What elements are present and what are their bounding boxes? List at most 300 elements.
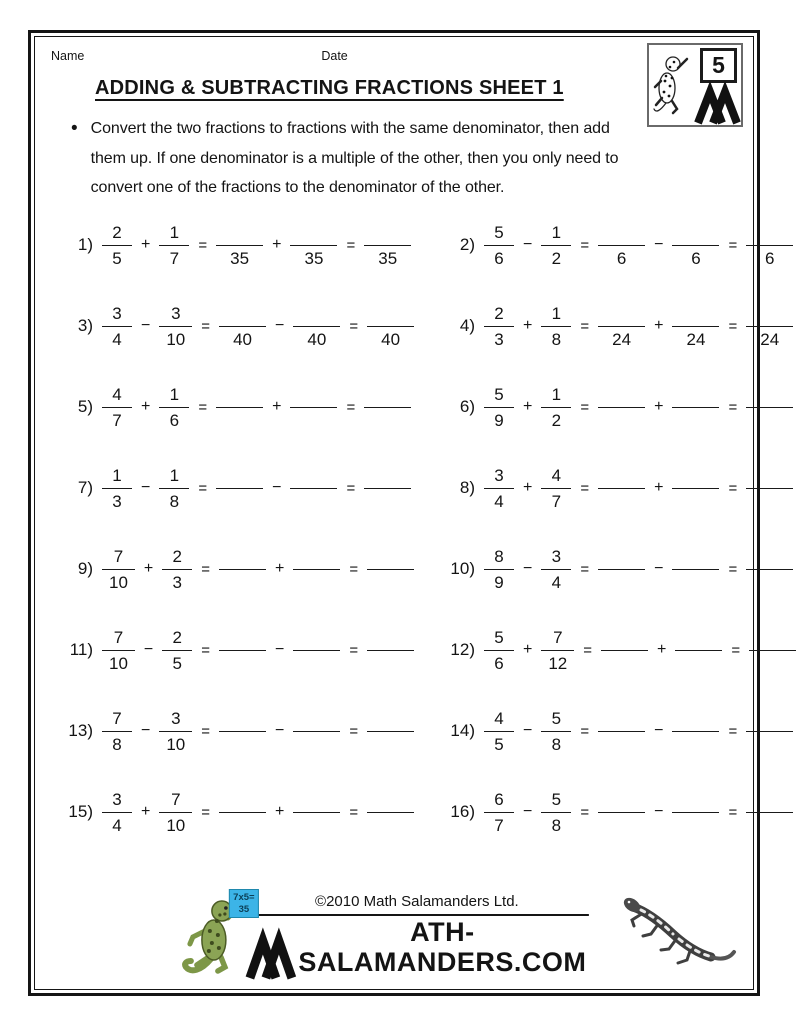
blank-denominator <box>672 569 719 595</box>
blank-line <box>219 787 266 812</box>
problem-row <box>431 544 796 595</box>
operator-sign-2: − <box>654 236 664 253</box>
operator-sign-2: − <box>654 560 664 577</box>
blank-line <box>598 220 645 245</box>
denominator: 5 <box>484 731 514 757</box>
equals-sign-2: = <box>349 641 359 659</box>
fraction-first <box>484 544 514 595</box>
answer-blank-1 <box>216 382 263 433</box>
denominator: 4 <box>102 812 132 838</box>
denominator: 9 <box>484 569 514 595</box>
denominator: 8 <box>541 731 571 757</box>
fraction-first <box>484 787 514 838</box>
numerator: 1 <box>169 384 180 404</box>
denominator: 10 <box>102 569 135 595</box>
operator-sign: + <box>141 398 151 415</box>
problem-number: 4) <box>459 316 475 335</box>
denominator: 5 <box>162 650 192 676</box>
fraction-second <box>159 787 192 838</box>
blank-line <box>367 544 414 569</box>
denominator: 6 <box>159 407 189 433</box>
blank-denominator <box>219 812 266 838</box>
answer-blank-3 <box>364 463 411 514</box>
blank-denominator: 35 <box>216 245 263 271</box>
blank-denominator <box>216 488 263 514</box>
equals-sign: = <box>201 641 211 659</box>
footer <box>35 889 753 985</box>
instruction-text <box>91 114 619 203</box>
problem-number: 11) <box>69 640 93 659</box>
blank-denominator <box>290 407 337 433</box>
blank-denominator <box>598 569 645 595</box>
equals-sign-2: = <box>731 641 741 659</box>
problem-row <box>49 301 431 352</box>
problem-number: 14) <box>450 721 475 740</box>
answer-blank-3 <box>367 625 414 676</box>
answer-blank-1 <box>598 220 645 271</box>
problem-number: 7) <box>77 478 93 497</box>
answer-blank-3 <box>746 382 793 433</box>
denominator: 10 <box>159 731 192 757</box>
answer-blank-3 <box>367 787 414 838</box>
blank-denominator <box>216 407 263 433</box>
answer-blank-1 <box>219 544 266 595</box>
blank-denominator <box>746 812 793 838</box>
blank-line <box>367 625 414 650</box>
answer-blank-2 <box>293 787 340 838</box>
multiplication-sign-board <box>229 889 259 918</box>
worksheet-page <box>34 36 780 990</box>
fraction-first <box>102 625 135 676</box>
operator-sign-2: + <box>654 479 664 496</box>
operator-sign: + <box>523 479 533 496</box>
answer-blank-1 <box>216 463 263 514</box>
numerator: 1 <box>551 384 562 404</box>
operator-sign-2: + <box>657 641 667 658</box>
blank-line <box>746 220 793 245</box>
blank-line <box>293 625 340 650</box>
blank-line <box>746 706 793 731</box>
blank-line <box>672 382 719 407</box>
equals-sign-2: = <box>346 479 356 497</box>
answer-blank-2 <box>672 544 719 595</box>
operator-sign: + <box>141 803 151 820</box>
equals-sign: = <box>201 560 211 578</box>
denominator: 10 <box>159 326 192 352</box>
fraction-second <box>541 220 571 271</box>
blank-denominator <box>364 407 411 433</box>
blank-line <box>293 301 340 326</box>
equals-sign: = <box>580 722 590 740</box>
blank-denominator <box>598 731 645 757</box>
blank-line <box>293 544 340 569</box>
answer-blank-1 <box>598 301 645 352</box>
problem-row <box>49 544 431 595</box>
problem-number: 12) <box>450 640 475 659</box>
numerator: 3 <box>494 465 504 485</box>
equals-sign-2: = <box>728 803 738 821</box>
answer-blank-2 <box>293 706 340 757</box>
denominator: 9 <box>484 407 514 433</box>
denominator: 7 <box>102 407 132 433</box>
operator-sign: − <box>523 560 533 577</box>
blank-denominator <box>672 812 719 838</box>
answer-blank-2 <box>290 463 337 514</box>
instructions <box>71 114 727 203</box>
problem-number: 3) <box>77 316 93 335</box>
fraction-second <box>162 544 192 595</box>
denominator: 7 <box>159 245 189 271</box>
blank-line <box>293 787 340 812</box>
problem-row <box>49 220 431 271</box>
blank-denominator <box>293 650 340 676</box>
problem-number: 6) <box>459 397 475 416</box>
blank-line <box>598 544 645 569</box>
fraction-second <box>159 706 192 757</box>
denominator: 4 <box>484 488 514 514</box>
blank-line <box>746 382 793 407</box>
blank-line <box>216 220 263 245</box>
answer-blank-3 <box>364 382 411 433</box>
instruction-line: Convert the two fractions to fractions with the same denominator, then add <box>90 120 610 137</box>
operator-sign: − <box>141 317 151 334</box>
site-name <box>245 917 589 977</box>
equals-sign: = <box>580 236 590 254</box>
answer-blank-3 <box>367 706 414 757</box>
numerator: 5 <box>494 627 504 647</box>
denominator: 7 <box>484 812 514 838</box>
answer-blank-1 <box>219 787 266 838</box>
denominator: 3 <box>484 326 514 352</box>
blank-line <box>293 706 340 731</box>
blank-denominator <box>672 488 719 514</box>
numerator: 3 <box>112 789 122 809</box>
logo-number: 5 <box>712 52 725 78</box>
blank-line <box>216 463 263 488</box>
fraction-first <box>102 463 132 514</box>
blank-line <box>219 625 266 650</box>
blank-line <box>672 706 719 731</box>
operator-sign-2: − <box>275 641 285 658</box>
blank-denominator <box>598 812 645 838</box>
problem-row <box>431 706 796 757</box>
numerator: 5 <box>551 789 562 809</box>
answer-blank-2 <box>672 220 719 271</box>
problem-number: 9) <box>77 559 93 578</box>
blank-line <box>290 220 337 245</box>
blank-denominator: 24 <box>746 326 793 352</box>
equals-sign: = <box>198 479 208 497</box>
blank-denominator: 24 <box>672 326 719 352</box>
operator-sign: − <box>523 803 533 820</box>
operator-sign: + <box>523 317 533 334</box>
answer-blank-2 <box>293 301 340 352</box>
operator-sign: + <box>523 398 533 415</box>
problem-number: 15) <box>68 802 93 821</box>
denominator: 8 <box>541 812 571 838</box>
blank-denominator: 6 <box>746 245 793 271</box>
denominator: 10 <box>159 812 192 838</box>
operator-sign: + <box>141 236 151 253</box>
numerator: 4 <box>112 384 122 404</box>
green-salamander-mascot <box>183 891 257 977</box>
numerator: 3 <box>551 546 562 566</box>
equals-sign-2: = <box>728 236 738 254</box>
equals-sign-2: = <box>349 722 359 740</box>
fraction-second <box>159 220 189 271</box>
answer-blank-1 <box>598 463 645 514</box>
answer-blank-3 <box>746 220 793 271</box>
footer-branding <box>183 891 589 977</box>
instruction-line: convert one of the fractions to the denominator of the other. <box>90 179 505 196</box>
numerator: 1 <box>169 465 180 485</box>
operator-sign-2: − <box>654 722 664 739</box>
fraction-first <box>102 301 132 352</box>
answer-blank-2 <box>675 625 722 676</box>
fraction-first <box>484 625 514 676</box>
denominator: 4 <box>102 326 132 352</box>
denominator: 2 <box>541 407 571 433</box>
problem-number: 2) <box>459 235 475 254</box>
operator-sign-2: + <box>275 803 285 820</box>
operator-sign: − <box>523 722 533 739</box>
answer-blank-3 <box>746 706 793 757</box>
numerator: 5 <box>494 222 504 242</box>
problem-number: 10) <box>450 559 475 578</box>
blank-denominator: 35 <box>290 245 337 271</box>
blank-line <box>598 787 645 812</box>
problem-row <box>49 463 431 514</box>
numerator: 1 <box>551 303 562 323</box>
equals-sign: = <box>201 317 211 335</box>
blank-denominator <box>746 569 793 595</box>
numerator: 6 <box>494 789 504 809</box>
equals-sign-2: = <box>728 560 738 578</box>
answer-blank-3 <box>367 301 414 352</box>
operator-sign: − <box>523 236 533 253</box>
blank-line <box>672 787 719 812</box>
numerator: 5 <box>494 384 504 404</box>
denominator: 4 <box>541 569 571 595</box>
problem-row <box>431 382 796 433</box>
problem-number: 13) <box>68 721 93 740</box>
operator-sign-2: − <box>654 803 664 820</box>
blank-line <box>746 544 793 569</box>
page-title: ADDING & SUBTRACTING FRACTIONS SHEET 1 <box>95 77 564 99</box>
numerator: 4 <box>494 708 504 728</box>
problem-row <box>431 787 796 838</box>
equals-sign: = <box>580 560 590 578</box>
date-label: Date <box>321 49 348 63</box>
blank-denominator <box>746 488 793 514</box>
blank-line <box>367 787 414 812</box>
answer-blank-2 <box>672 787 719 838</box>
denominator: 10 <box>102 650 135 676</box>
blank-denominator <box>367 731 414 757</box>
answer-blank-1 <box>216 220 263 271</box>
equals-sign: = <box>580 803 590 821</box>
fraction-second <box>541 463 571 514</box>
problem-row <box>431 301 796 352</box>
fraction-first <box>102 787 132 838</box>
answer-blank-2 <box>290 220 337 271</box>
numerator: 7 <box>113 627 124 647</box>
operator-sign-2: + <box>654 317 664 334</box>
fraction-second <box>159 382 189 433</box>
number-5-sign <box>700 48 737 83</box>
site-name-text: ATH-SALAMANDERS.COM <box>298 917 587 977</box>
bullet-icon: • <box>71 118 78 139</box>
blank-denominator: 6 <box>672 245 719 271</box>
operator-sign: + <box>523 641 533 658</box>
blank-line <box>290 463 337 488</box>
equals-sign: = <box>580 398 590 416</box>
blank-line <box>746 463 793 488</box>
answer-blank-1 <box>219 706 266 757</box>
blank-line <box>598 706 645 731</box>
equals-sign-2: = <box>349 803 359 821</box>
blank-line <box>219 706 266 731</box>
equals-sign-2: = <box>346 398 356 416</box>
blank-denominator <box>367 812 414 838</box>
equals-sign-2: = <box>728 722 738 740</box>
numerator: 3 <box>171 303 181 323</box>
operator-sign: + <box>143 560 154 577</box>
numerator: 1 <box>169 222 180 242</box>
denominator: 2 <box>541 245 571 271</box>
operator-sign-2: + <box>654 398 664 415</box>
answer-blank-1 <box>219 625 266 676</box>
answer-blank-1 <box>598 706 645 757</box>
numerator: 5 <box>551 708 562 728</box>
equals-sign: = <box>198 236 208 254</box>
problem-number: 5) <box>77 397 93 416</box>
answer-blank-3 <box>749 625 796 676</box>
denominator: 3 <box>102 488 132 514</box>
answer-blank-2 <box>672 463 719 514</box>
fraction-second <box>541 706 571 757</box>
problem-row <box>49 625 431 676</box>
blank-denominator <box>672 407 719 433</box>
operator-sign-2: + <box>272 236 282 253</box>
answer-blank-1 <box>598 787 645 838</box>
denominator: 12 <box>541 650 574 676</box>
operator-sign-2: − <box>275 722 285 739</box>
gray-lizard-icon <box>619 893 737 977</box>
problem-row <box>49 382 431 433</box>
blank-denominator: 40 <box>293 326 340 352</box>
blank-denominator: 24 <box>598 326 645 352</box>
blank-denominator <box>219 650 266 676</box>
operator-sign: − <box>141 722 151 739</box>
fraction-second <box>162 625 192 676</box>
blank-denominator <box>746 407 793 433</box>
math-salamanders-logo <box>647 43 743 127</box>
blank-line <box>598 463 645 488</box>
blank-line <box>675 625 722 650</box>
blank-line <box>672 463 719 488</box>
operator-sign-2: − <box>272 479 282 496</box>
answer-blank-2 <box>672 301 719 352</box>
problems-grid <box>49 205 780 853</box>
equals-sign-2: = <box>349 317 359 335</box>
answer-blank-2 <box>672 382 719 433</box>
blank-denominator <box>293 812 340 838</box>
numerator: 4 <box>551 465 562 485</box>
answer-blank-1 <box>219 301 266 352</box>
blank-line <box>219 544 266 569</box>
answer-blank-2 <box>290 382 337 433</box>
blank-denominator <box>675 650 722 676</box>
fraction-second <box>541 787 571 838</box>
numerator: 1 <box>551 222 562 242</box>
fraction-first <box>102 382 132 433</box>
problem-row <box>431 625 796 676</box>
blank-denominator <box>367 569 414 595</box>
fraction-first <box>484 220 514 271</box>
answer-blank-3 <box>746 544 793 595</box>
operator-sign-2: − <box>275 317 285 334</box>
answer-blank-2 <box>672 706 719 757</box>
blank-denominator <box>293 569 340 595</box>
blank-line <box>364 463 411 488</box>
blank-denominator <box>746 731 793 757</box>
numerator: 7 <box>171 789 181 809</box>
blank-denominator <box>601 650 648 676</box>
equals-sign-2: = <box>728 398 738 416</box>
problem-row <box>431 463 796 514</box>
blank-denominator <box>219 731 266 757</box>
fraction-second <box>159 301 192 352</box>
problem-number: 16) <box>450 802 475 821</box>
blank-line <box>746 301 793 326</box>
fraction-second <box>541 301 571 352</box>
blank-denominator <box>293 731 340 757</box>
problem-number: 8) <box>459 478 475 497</box>
numerator: 2 <box>494 303 504 323</box>
blank-line <box>364 382 411 407</box>
numerator: 7 <box>112 708 122 728</box>
blank-line <box>216 382 263 407</box>
blank-denominator <box>364 488 411 514</box>
blank-denominator <box>672 731 719 757</box>
answer-blank-1 <box>598 382 645 433</box>
sign-line-2: 35 <box>238 903 250 915</box>
answer-blank-1 <box>601 625 648 676</box>
blank-denominator <box>290 488 337 514</box>
numerator: 8 <box>494 546 504 566</box>
numerator: 2 <box>172 627 182 647</box>
equals-sign: = <box>201 803 211 821</box>
fraction-second <box>541 544 571 595</box>
numerator: 2 <box>112 222 122 242</box>
blank-denominator: 40 <box>219 326 266 352</box>
operator-sign: − <box>143 641 154 658</box>
m-logo-icon <box>693 88 739 124</box>
blank-line <box>364 220 411 245</box>
answer-blank-1 <box>598 544 645 595</box>
denominator: 5 <box>102 245 132 271</box>
denominator: 8 <box>541 326 571 352</box>
fraction-second <box>541 625 574 676</box>
blank-denominator: 6 <box>598 245 645 271</box>
problem-row <box>431 220 796 271</box>
equals-sign: = <box>580 317 590 335</box>
blank-line <box>672 544 719 569</box>
blank-denominator <box>219 569 266 595</box>
numerator: 7 <box>113 546 124 566</box>
blank-line <box>598 382 645 407</box>
